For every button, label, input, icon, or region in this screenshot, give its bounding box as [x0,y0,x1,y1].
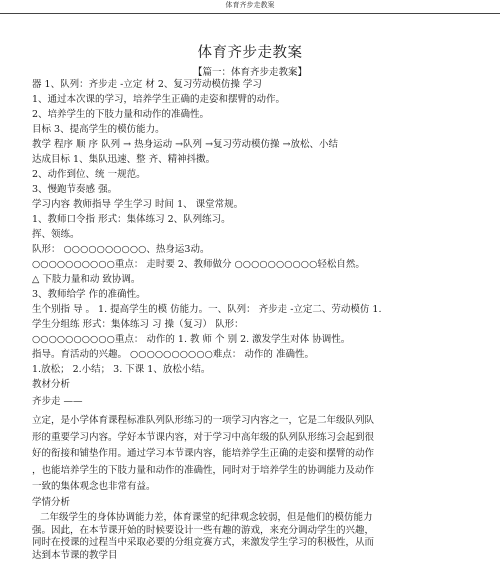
text-line: 1、通过本次课的学习，培养学生正确的走姿和摆臂的动作。 [32,94,286,105]
paragraph-line: 同时在授课的过程当中采取必要的分组竞赛方式，来激发学生学习的积极性，从而 [32,537,375,548]
text-line: 1.放松； 2.小结； 3. 下课 1、放松小结。 [32,364,211,375]
text-line: 2、动作到位、统 一规范。 [32,169,146,180]
section-heading: 教材分析 [32,379,71,390]
text-line: 器 1、队列：齐步走 -立定 材 2、复习劳动模仿操 学习 [32,79,262,90]
text-line: 1、教师口令指 形式：集体练习 2、队列练习。 [32,214,231,225]
text-line: 挥、领练。 [32,229,80,240]
paragraph-2 [32,512,470,562]
text-line: 生个别指 导 。 1. 提高学生的模 仿能力。一、队列： 齐步走 -立定二、劳动模仿 1. [32,304,382,315]
text-line: 教学 程序 顺 序 队列 → 热身运动 →队列 →复习劳动模仿操 →放松、小结 [32,139,339,150]
text-line: 2、培养学生的下肢力量和动作的准确性。 [32,109,210,120]
text-line: 指导。育活动的兴趣。 ○○○○○○○○○○难点： 动作的 准确性。 [32,349,314,360]
paragraph-line: 好的衔接和铺垫作用。通过学习本节课内容，能培养学生正确的走姿和摆臂的动作 [32,448,375,459]
paragraph-line: 达到本节课的教学目 [32,549,118,561]
paragraph-line: 形的重要学习内容。学好本节课内容，对于学习中高年级的队列队形练习会起到很 [32,431,375,443]
paragraph-1 [32,413,470,496]
text-line: 学生分组练 形式：集体练习 习 操（复习） 队形： [32,319,244,330]
text-line: 达成目标 1、集队迅速、整 齐、精神抖擞。 [32,154,216,165]
text-line: 齐步走 —— [32,396,83,407]
paragraph-line: 二年级学生的身体协调能力差，体育课堂的纪律观念较弱，但是他们的模仿能力 [40,512,373,523]
text-line: 3、教师给学 作的准确性。 [32,289,146,300]
text-line: ○○○○○○○○○○重点： 动作的 1. 教 师 个 别 2. 激发学生对体 协调性。 [32,334,351,345]
text-line: 3、慢跑节奏感 强。 [32,184,118,195]
document-title: 体育齐步走教案 [197,45,303,61]
paragraph-line: 强。因此，在本节课开始的时候要设计一些有趣的游戏，来充分调动学生的兴趣， [32,524,375,536]
text-line: 队形： ○○○○○○○○○○、热身运3动。 [32,244,210,255]
text-line: △ 下肢力量和动 致协调。 [32,274,141,285]
paragraph-line: ，也能培养学生的下肢力量和动作的准确性，同时对于培养学生的协调能力及动作 [32,464,375,476]
running-header: 体育齐步走教案 [0,0,500,14]
text-line: ○○○○○○○○○○重点： 走时要 2、教师做分 ○○○○○○○○○○轻松自然。 [32,259,365,270]
paragraph-line: 一致的集体观念也非常有益。 [32,481,156,492]
paragraph-line: 立定，是小学体育课程标准队列队形练习的一项学习内容之一，它是二年级队列队 [32,415,375,426]
text-line: 目标 3、提高学生的模仿能力。 [32,124,165,135]
document-subtitle: 【篇一：体育齐步走教案】 [192,67,307,78]
text-line: 学习内容 教师指导 学生学习 时间 1、 课堂常规。 [32,199,244,210]
section-heading: 学情分析 [32,497,71,508]
